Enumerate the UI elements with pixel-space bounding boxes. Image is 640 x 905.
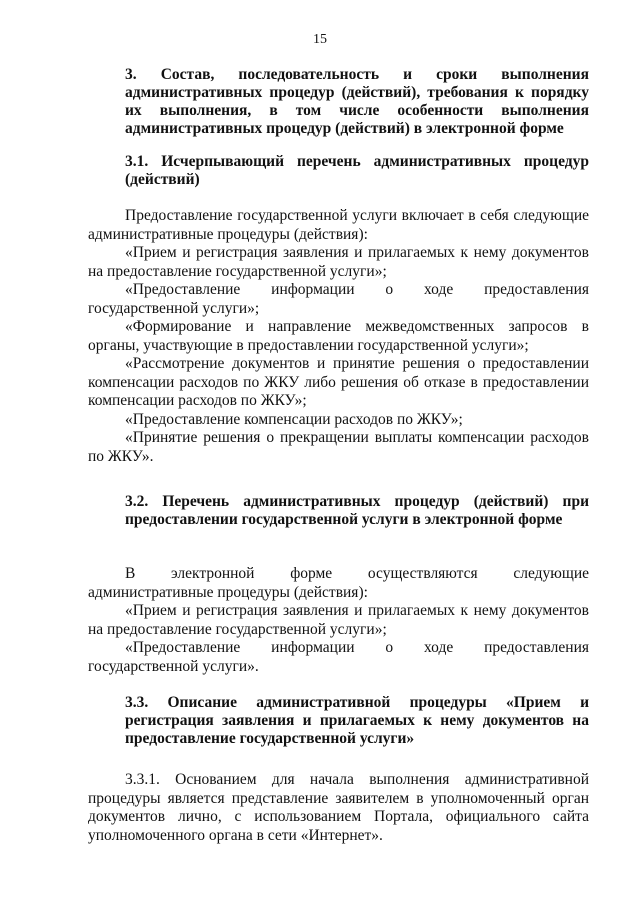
page-number: 15 <box>313 32 327 47</box>
paragraph-3-3-1: 3.3.1. Основанием для начала выполнения административной процедуры является представление заявителем в уполномоченный орган документов лично, с использованием Портала, официального сайта уполномоченного органа в сети «Интернет». <box>88 771 589 844</box>
section-3-1-body <box>88 207 589 466</box>
list-item: «Предоставление информации о ходе предоставления государственной услуги»; <box>88 281 589 317</box>
section-3-3-1-body <box>88 771 589 845</box>
list-item: «Рассмотрение документов и принятие решения о предоставлении компенсации расходов по ЖКУ либо решения об отказе в предоставлении компенсации расходов по ЖКУ»; <box>88 355 589 409</box>
list-item: «Прием и регистрация заявления и прилагаемых к нему документов на предоставление государственной услуги»; <box>88 602 589 638</box>
section-3-1-intro: Предоставление государственной услуги включает в себя следующие административные процедуры (действия): <box>88 207 589 243</box>
list-item: «Принятие решения о прекращении выплаты компенсации расходов по ЖКУ». <box>88 429 589 465</box>
section-3-2-body <box>88 565 589 676</box>
section-3-2-intro: В электронной форме осуществляются следующие административные процедуры (действия): <box>88 565 589 601</box>
section-3-3-heading: 3.3. Описание административной процедуры «Прием и регистрация заявления и прилагаемых к нему документов на предоставление государственной услуги» <box>125 694 589 747</box>
list-item: «Предоставление информации о ходе предоставления государственной услуги». <box>88 639 589 675</box>
list-item: «Предоставление компенсации расходов по ЖКУ»; <box>125 410 463 428</box>
list-item: «Формирование и направление межведомственных запросов в органы, участвующие в предоставлении государственной услуги»; <box>88 318 589 354</box>
section-3-2-heading: 3.2. Перечень административных процедур (действий) при предоставлении государственной услуги в электронной форме <box>125 493 589 528</box>
list-item: «Прием и регистрация заявления и прилагаемых к нему документов на предоставление государственной услуги»; <box>88 244 589 280</box>
section-3-1-heading: 3.1. Исчерпывающий перечень административных процедур (действий) <box>125 153 589 188</box>
section-3-heading: 3. Состав, последовательность и сроки выполнения административных процедур (действий), требования к порядку их выполнения, в том числе особенности выполнения административных процедур (действий) в электронной форме <box>125 66 589 137</box>
